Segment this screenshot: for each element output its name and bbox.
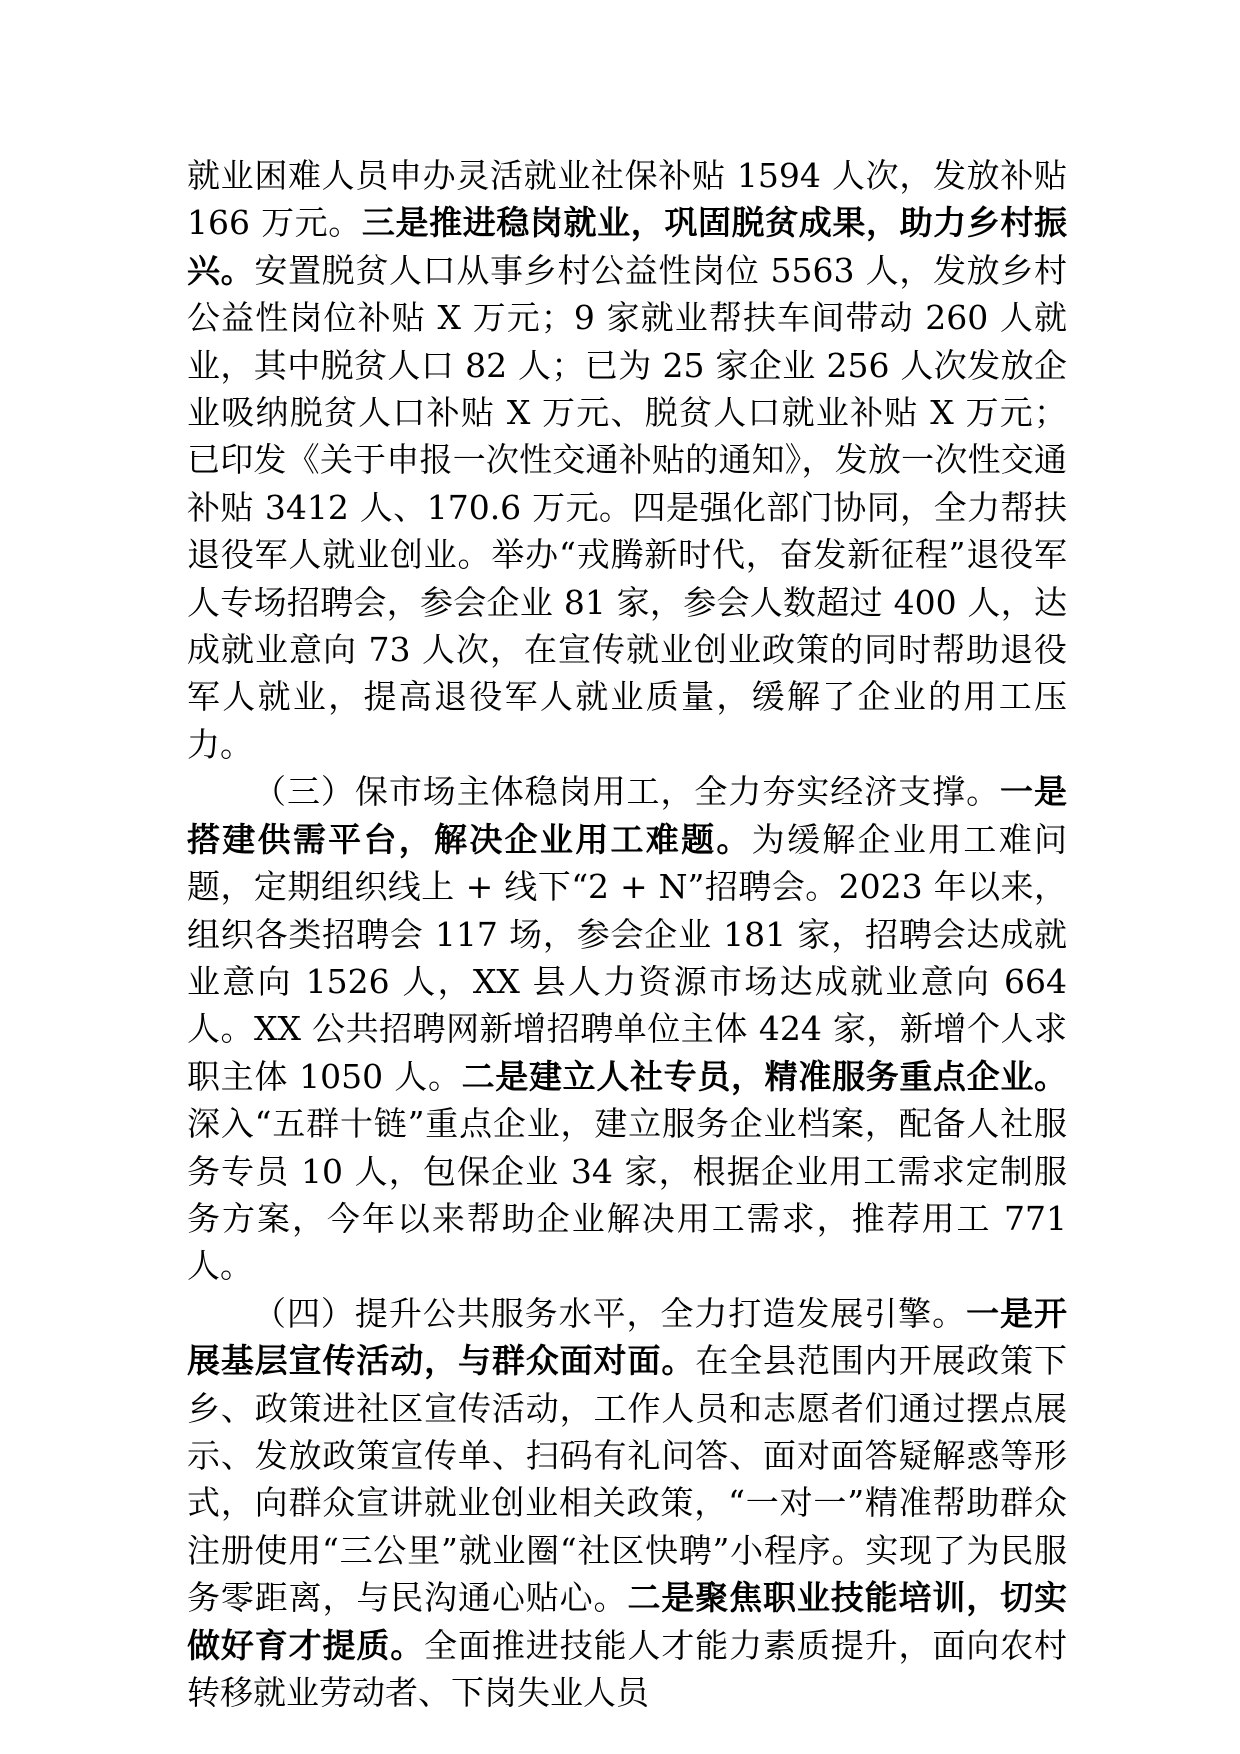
section-heading-run: （三）保市场主体稳岗用工，全力夯实经济支撑。 (253, 772, 1001, 812)
text-run: 安置脱贫人口从事乡村公益性岗位 5563 人，发放乡村公益性岗位补贴 X 万元；9 家就业帮扶车间带动 260 人就业，其中脱贫人口 82 人；已为 25 家企业 256 人次发放企业吸纳脱贫人口补贴 X 万元、脱贫人口就业补贴 X 万元；已印发《关于申报一次性交通补贴的通知》，发放一次性交通补贴 3412 人、170.6 万元。四是强化部门协同，全力帮扶退役军人就业创业。举办“戎腾新时代，奋发新征程”退役军人专场招聘会，参会企业 81 家，参会人数超过 400 人，达成就业意向 73 人次，在宣传就业创业政策的同时帮助退役军人就业，提高退役军人就业质量，缓解了企业的用工压力。 (187, 250, 1068, 764)
paragraph-2 (187, 768, 1067, 1289)
document-page (187, 152, 1067, 1716)
bold-heading-run: 一是搭建供需平台，解决企业用工难题。 (187, 772, 1068, 859)
bold-heading-run: 二是聚焦职业技能培训，切实做好育才提质。 (187, 1578, 1068, 1665)
paragraph-3 (187, 1290, 1067, 1717)
bold-heading-run: 一是开展基层宣传活动，与群众面对面。 (187, 1293, 1068, 1381)
paragraph-1 (187, 152, 1067, 768)
bold-heading-run: 三是推进稳岗就业，巩固脱贫成果，助力乡村振兴。 (187, 203, 1068, 290)
text-run: 全面推进技能人才能力素质提升，面向农村转移就业劳动者、下岗失业人员 (187, 1625, 1068, 1712)
text-run: 就业困难人员申办灵活就业社保补贴 1594 人次，发放补贴 166 万元。 (187, 156, 1067, 243)
text-run: 为缓解企业用工难问题，定期组织线上 + 线下“2 + N”招聘会。2023 年以来，组织各类招聘会 117 场，参会企业 181 家，招聘会达成就业意向 1526 人，XX 县人力资源市场达成就业意向 664 人。XX 公共招聘网新增招聘单位主体 424 家，新增个人求职主体 1050 人。 (187, 819, 1068, 1096)
text-run: 在全县范围内开展政策下乡、政策进社区宣传活动，工作人员和志愿者们通过摆点展示、发放政策宣传单、扫码有礼问答、面对面答疑解惑等形式，向群众宣讲就业创业相关政策，“一对一”精准帮助群众注册使用“三公里”就业圈“社区快聘”小程序。实现了为民服务零距离，与民沟通心贴心。 (187, 1341, 1068, 1618)
bold-heading-run: 二是建立人社专员，精准服务重点企业。 (461, 1056, 1067, 1096)
text-run: 深入“五群十链”重点企业，建立服务企业档案，配备人社服务专员 10 人，包保企业 34 家，根据企业用工需求定制服务方案，今年以来帮助企业解决用工需求，推荐用工 771 人。 (187, 1104, 1067, 1286)
section-heading-run: （四）提升公共服务水平，全力打造发展引擎。 (253, 1293, 967, 1333)
